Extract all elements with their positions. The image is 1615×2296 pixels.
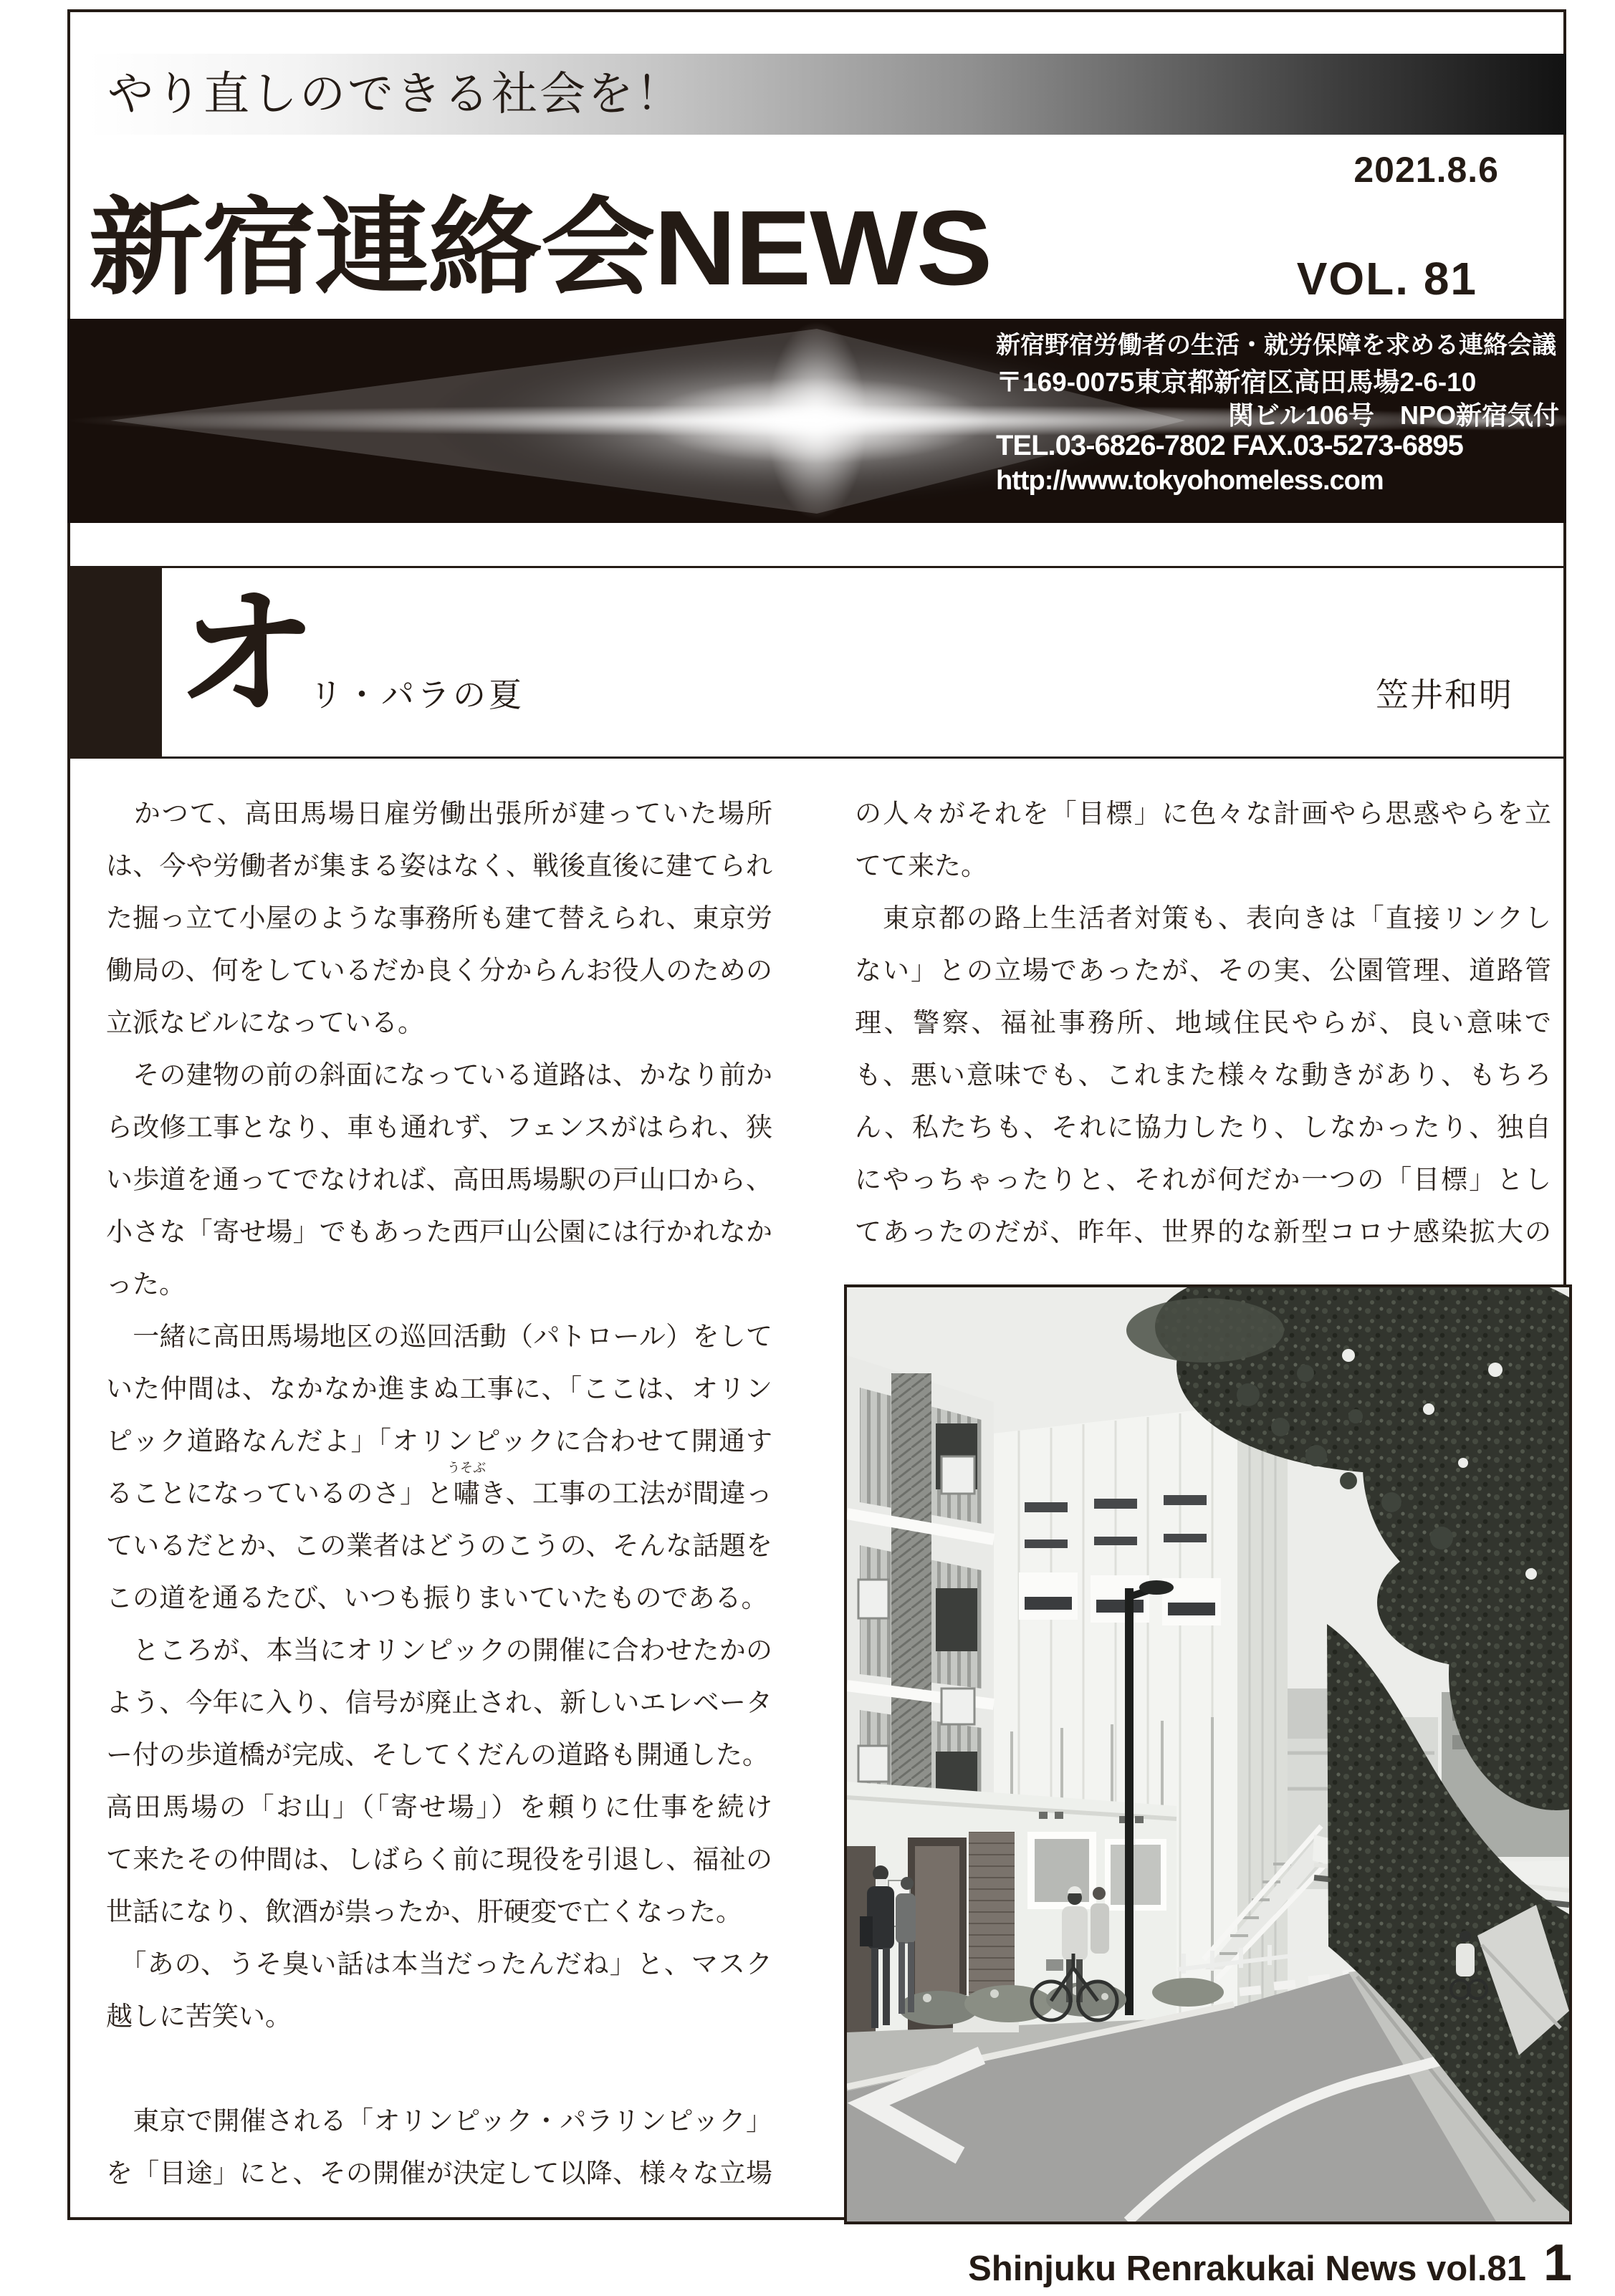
body-text-line: 立派なビルになっている。 <box>106 1009 424 1038</box>
body-text-line: て来たその仲間は、しばらく前に現役を引退し、福祉の <box>106 1845 772 1875</box>
body-text-line: その建物の前の斜面になっている道路は、かなり前か <box>106 1061 772 1090</box>
body-text-line: よう、今年に入り、信号が廃止され、新しいエレベータ <box>106 1689 772 1718</box>
contact-info <box>996 319 1559 523</box>
body-text-line: も、悪い意味でも、これまた様々な動きがあり、もちろ <box>855 1061 1551 1090</box>
body-text-line: いた仲間は、なかなか進まぬ工事に、「ここは、オリン <box>106 1375 772 1404</box>
body-text-line: 一緒に高田馬場地区の巡回活動（パトロール）をして <box>106 1322 772 1352</box>
body-text-line: は、今や労働者が集まる姿はなく、戦後直後に建てられ <box>106 852 772 881</box>
body-text-line: を「目途」にと、その開催が決定して以降、様々な立場 <box>106 2159 772 2189</box>
body-text-line: 世話になり、飲酒が祟ったか、肝硬変で亡くなった。 <box>106 1898 742 1927</box>
body-text-line: ところが、本当にオリンピックの開催に合わせたかの <box>106 1636 772 1666</box>
footer-text: Shinjuku Renrakukai News vol.81 <box>968 2249 1526 2288</box>
issue-volume: VOL. 81 <box>1296 253 1477 304</box>
body-text-line: ない」との立場であったが、その実、公園管理、道路管 <box>855 956 1551 986</box>
slogan-bar <box>87 54 1566 135</box>
body-text-line: の人々がそれを「目標」に色々な計画やら思惑やらを立 <box>855 799 1551 829</box>
body-text-line: ら改修工事となり、車も通れず、フェンスがはられ、狭 <box>106 1113 772 1143</box>
newsletter-title: 新宿連絡会NEWS <box>89 189 992 307</box>
body-text-line: った。 <box>106 1270 186 1300</box>
body-text-line: 越しに苦笑い。 <box>106 2002 292 2032</box>
headline-rule-bottom <box>67 756 1566 759</box>
body-text-line: ることになっているのさ」と嘯 うそぶ き、工事の工法が間違っ <box>106 1461 773 1509</box>
body-text-line: 働局の、何をしているだか良く分からんお役人のための <box>106 956 772 986</box>
body-line-blank <box>106 2043 772 2095</box>
body-text-line: かつて、高田馬場日雇労働出張所が建っていた場所 <box>106 799 772 829</box>
article-column-left <box>106 788 772 2200</box>
issue-date: 2021.8.6 <box>1353 150 1499 190</box>
body-text-line: ー付の歩道橋が完成、そしてくだんの道路も開通した。 <box>106 1741 769 1770</box>
body-text-line: ているだとか、この業者はどうのこうの、そんな話題を <box>106 1532 772 1561</box>
ruby-base: 嘯 うそぶ <box>447 1461 487 1509</box>
body-text-line: 「あの、うそ臭い話は本当だったんだね」と、マスク <box>106 1950 772 1979</box>
body-text-line: にやっちゃったりと、それが何だか一つの「目標」とし <box>855 1166 1551 1195</box>
body-text-line: た掘っ立て小屋のような事務所も建て替えられ、東京労 <box>106 904 772 933</box>
org-name: 新宿野宿労働者の生活・就労保障を求める連絡会議 <box>996 332 1556 359</box>
street-photo <box>844 1284 1572 2224</box>
page-footer <box>968 2234 1572 2292</box>
slogan-text: やり直しのできる社会を！ <box>107 68 684 120</box>
body-text-line: い歩道を通ってでなければ、高田馬場駅の戸山口から、 <box>106 1166 772 1195</box>
body-text-line: ピック道路なんだよ」「オリンピックに合わせて開通す <box>106 1427 772 1456</box>
contact-banner <box>67 319 1566 523</box>
body-text-line: 東京で開催される「オリンピック・パラリンピック」 <box>106 2107 772 2136</box>
body-text-line: 東京都の路上生活者対策も、表向きは「直接リンクし <box>855 904 1551 933</box>
body-text-line: この道を通るたび、いつも振りまいていたものである。 <box>106 1584 768 1613</box>
headline-black-tab <box>67 568 162 756</box>
tel-fax: TEL.03-6826-7802 FAX.03-5273-6895 <box>996 430 1463 461</box>
body-text-line: ん、私たちも、それに協力したり、しなかったり、独自 <box>855 1113 1551 1143</box>
headline-dropcap: オ <box>176 578 317 734</box>
website-url: http://www.tokyohomeless.com <box>996 466 1384 496</box>
ruby-text: うそぶ <box>447 1461 487 1475</box>
address-line-2: 関ビル106号 NPO新宿気付 <box>1227 400 1559 430</box>
body-text-line: 高田馬場の「お山」（「寄せ場」）を頼りに仕事を続け <box>106 1793 772 1822</box>
body-text-line: てて来た。 <box>855 852 987 881</box>
body-text-line: 小さな「寄せ場」でもあった西戸山公園には行かれなか <box>106 1218 772 1247</box>
body-text-line: てあったのだが、昨年、世界的な新型コロナ感染拡大の <box>855 1218 1551 1247</box>
body-text-line: 理、警察、福祉事務所、地域住民やらが、良い意味で <box>855 1009 1551 1038</box>
headline-text: リ・パラの夏 <box>310 677 524 714</box>
author-name: 笠井和明 <box>1376 677 1513 714</box>
article-column-right <box>855 788 1551 1259</box>
headline-rule-top <box>67 566 1566 568</box>
address-line-1: 〒169-0075東京都新宿区高田馬場2-6-10 <box>996 368 1477 397</box>
footer-page-number: 1 <box>1543 2234 1572 2292</box>
street-photo-graphic <box>847 1287 1569 2221</box>
